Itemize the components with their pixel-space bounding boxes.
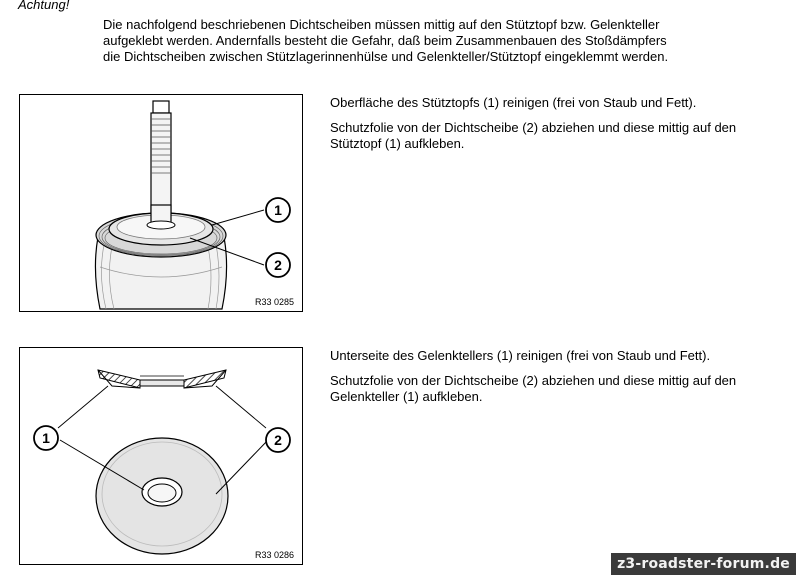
instruction-step: Unterseite des Gelenktellers (1) reinigen (frei von Staub und Fett). xyxy=(330,348,711,363)
callout-2-label: 2 xyxy=(274,257,282,273)
instruction-step: Schutzfolie von der Dichtscheibe (2) abziehen und diese mittig auf den Stütztopf (1) aufkleben. xyxy=(330,120,737,151)
instructions-strut-mount xyxy=(330,95,760,161)
instruction-step: Oberfläche des Stütztopfs (1) reinigen (frei von Staub und Fett). xyxy=(330,95,697,110)
joint-plate-illustration xyxy=(20,348,303,565)
achtung-heading: Achtung! xyxy=(18,0,70,12)
figure-code: R33 0285 xyxy=(254,297,294,307)
instructions-joint-plate xyxy=(330,348,760,414)
warning-line: Die nachfolgend beschriebenen Dichtscheiben müssen mittig auf den Stütztopf bzw. Gelenkteller xyxy=(103,17,660,32)
figure-joint-plate xyxy=(19,347,303,565)
figure-strut-mount xyxy=(19,94,303,312)
warning-line: aufgeklebt werden. Andernfalls besteht die Gefahr, daß beim Zusammenbauen des Stoßdämpfers xyxy=(103,33,667,48)
warning-text xyxy=(103,17,783,65)
strut-mount-illustration xyxy=(20,95,303,312)
callout-1-label: 1 xyxy=(42,430,50,446)
figure-code: R33 0286 xyxy=(254,550,294,560)
callout-1-label: 1 xyxy=(274,202,282,218)
callout-2-label: 2 xyxy=(274,432,282,448)
forum-watermark: z3-roadster-forum.de xyxy=(611,553,796,575)
instruction-step: Schutzfolie von der Dichtscheibe (2) abziehen und diese mittig auf den Gelenkteller (1) aufkleben. xyxy=(330,373,737,404)
warning-line: die Dichtscheiben zwischen Stützlagerinnenhülse und Gelenkteller/Stütztopf eingeklemmt werden. xyxy=(103,49,669,64)
